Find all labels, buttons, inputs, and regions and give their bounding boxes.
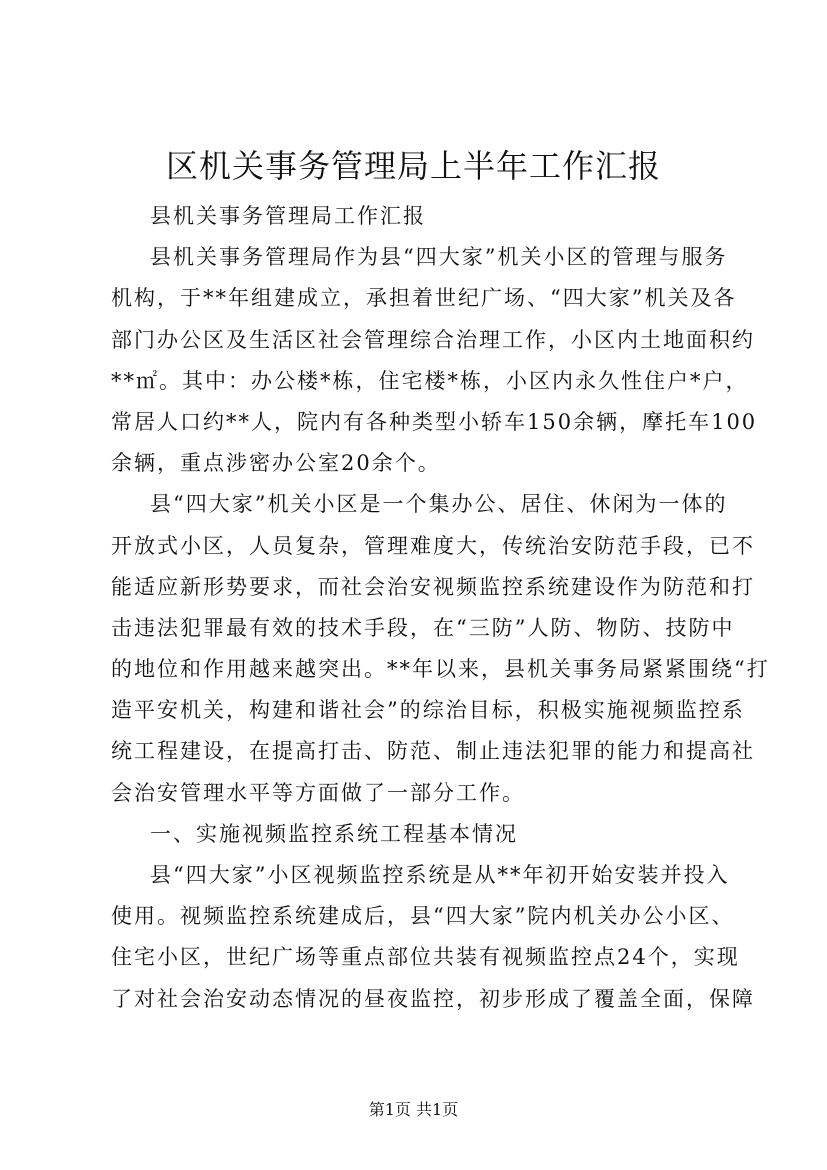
text-line: 击违法犯罪最有效的技术手段，在“三防”人防、物防、技防中 [111, 615, 735, 640]
document-title: 区机关事务管理局上半年工作汇报 [165, 147, 661, 185]
text-line: 了对社会治安动态情况的昼夜监控，初步形成了覆盖全面，保障 [111, 986, 755, 1011]
text-line: 使用。视频监控系统建成后，县“四大家”院内机关办公小区、 [111, 904, 735, 929]
text-line: 常居人口约**人，院内有各种类型小轿车150余辆，摩托车100 [111, 409, 758, 434]
document-body [111, 196, 770, 1020]
text-line: 县机关事务管理局工作汇报 [150, 204, 426, 228]
text-line: 县“四大家”小区视频监控系统是从**年初开始安装并投入 [150, 863, 730, 887]
text-line: 部门办公区及生活区社会管理综合治理工作，小区内土地面积约 [111, 327, 755, 352]
text-line: 的地位和作用越来越突出。**年以来，县机关事务局紧紧围绕“打 [111, 657, 770, 682]
text-line: 会治安管理水平等方面做了一部分工作。 [111, 780, 525, 805]
text-line: **㎡。其中：办公楼*栋，住宅楼*栋，小区内永久性住户*户， [111, 368, 749, 393]
text-line: 机构，于**年组建成立，承担着世纪广场、“四大家”机关及各 [111, 286, 737, 311]
text-line: 县机关事务管理局作为县“四大家”机关小区的管理与服务 [150, 245, 728, 270]
text-line: 住宅小区，世纪广场等重点部位共装有视频监控点24个，实现 [111, 945, 740, 970]
text-line: 统工程建设，在提高打击、防范、制止违法犯罪的能力和提高社 [111, 739, 755, 764]
page-footer: 第1页 共1页 [368, 1100, 459, 1119]
text-line: 县“四大家”机关小区是一个集办公、居住、休闲为一体的 [150, 492, 728, 517]
text-line: 开放式小区，人员复杂，管理难度大，传统治安防范手段，已不 [111, 533, 755, 558]
text-line: 一、实施视频监控系统工程基本情况 [150, 821, 518, 846]
text-line: 能适应新形势要求，而社会治安视频监控系统建设作为防范和打 [111, 574, 755, 599]
text-line: 余辆，重点涉密办公室20余个。 [111, 451, 441, 476]
text-line: 造平安机关，构建和谐社会”的综治目标，积极实施视频监控系 [111, 698, 745, 723]
